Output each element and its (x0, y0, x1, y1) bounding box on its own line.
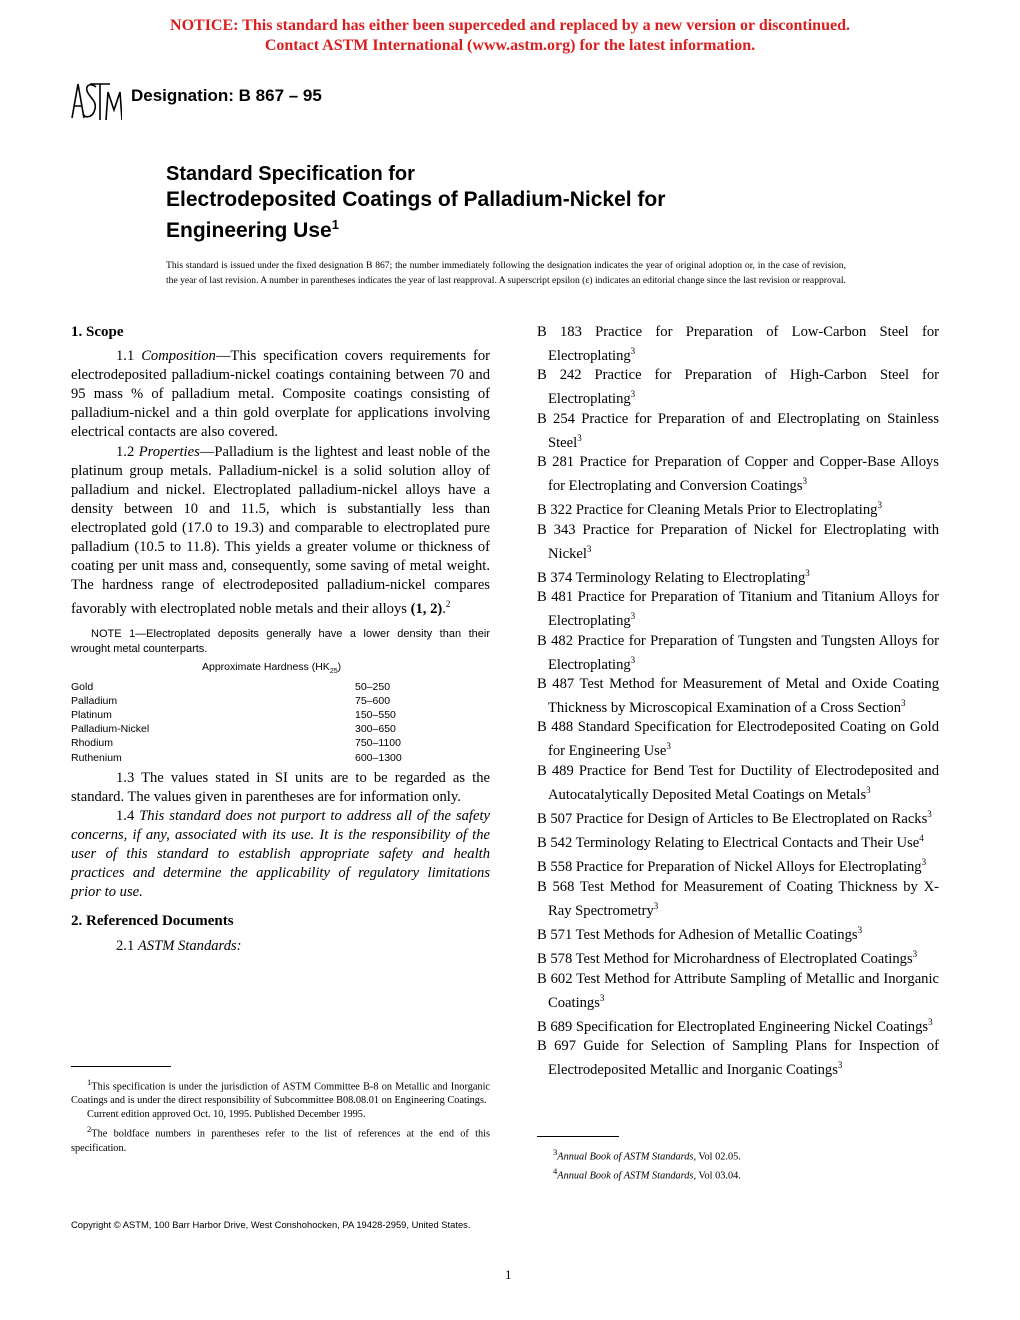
footnote-rule-right (537, 1136, 619, 1137)
referenced-2-1: 2.1 ASTM Standards: (116, 937, 242, 954)
hardness-row (71, 708, 490, 722)
hardness-metal: Gold (71, 680, 94, 693)
references-list (537, 323, 939, 1080)
title-footnote-mark: 1 (331, 217, 339, 232)
footnote-3: $^3$Annual Book of ASTM Standards, Vol 02.05. (553, 1147, 741, 1163)
hardness-row (71, 680, 490, 694)
hardness-caption: Approximate Hardness $(HK_{25})$ (202, 661, 342, 676)
reference-item: B 343 Practice for Preparation of Nickel for Electroplating with Nickel$^3$ (537, 521, 939, 562)
reference-item: B 374 Terminology Relating to Electroplating$^3$ (537, 567, 810, 586)
hardness-range: 150–550 (355, 708, 396, 721)
hardness-range: 750–1100 (355, 737, 401, 750)
footnote-1b: Current edition approved Oct. 10, 1995. Published December 1995. (87, 1109, 366, 1121)
reference-item: B 322 Practice for Cleaning Metals Prior to Electroplating$^3$ (537, 500, 882, 519)
hardness-range: 300–650 (355, 723, 396, 736)
reference-item: B 242 Practice for Preparation of High-Carbon Steel for Electroplating$^3$ (537, 367, 939, 408)
note-1: NOTE 1—Electroplated deposits generally have a lower density than their wrought metal counterparts. (71, 628, 490, 656)
footnote-4: $^4$Annual Book of ASTM Standards, Vol 03.04. (553, 1166, 741, 1182)
title-line-1: Standard Specification for (166, 163, 415, 185)
reference-item: B 482 Practice for Preparation of Tungsten and Tungsten Alloys for Electroplating$^3$ (537, 632, 939, 673)
scope-1-2: 1.2 Properties—Palladium is the lightest and least noble of the platinum group metals. Palladium-nickel is a solid solution alloy of palladium and nickel. Electroplated palladium-nickel alloys have a density between 10 and 11.5, which is substantially less than electroplated gold (17.0 to 19.3) and comparable to electroplated pure palladium (10.5 to 11.8). This yields a greater volume or thickness of coating per unit mass and, consequently, some saving of metal weight. The hardness range of electrodeposited palladium-nickel compares favorably with electroplated noble metals and their alloys (1, 2).$^2$ (71, 443, 490, 618)
hardness-metal: Rhodium (71, 737, 114, 750)
reference-item: B 489 Practice for Bend Test for Ductility of Electrodeposited and Autocatalytically Deposited Metal Coatings on Metals$^3$ (537, 762, 939, 803)
scope-heading: 1. Scope (71, 324, 124, 340)
reference-item: B 542 Terminology Relating to Electrical Contacts and Their Use$^4$ (537, 833, 924, 852)
footnotes-left (71, 1066, 490, 1156)
reference-item: B 281 Practice for Preparation of Copper and Copper-Base Alloys for Electroplating and Conversion Coatings$^3$ (537, 454, 939, 494)
document-title (166, 162, 866, 243)
footnote-rule (71, 1066, 171, 1067)
hardness-table (71, 660, 490, 765)
left-column (71, 323, 490, 956)
hardness-metal: Palladium-Nickel (71, 723, 150, 736)
reference-item: B 602 Test Method for Attribute Sampling of Metallic and Inorganic Coatings$^3$ (537, 970, 939, 1011)
hardness-metal: Palladium (71, 694, 118, 707)
reference-item: B 697 Guide for Selection of Sampling Plans for Inspection of Electrodeposited Metallic and Inorganic Coatings$^3$ (537, 1038, 939, 1079)
scope-1-4: 1.4 This standard does not purport to address all of the safety concerns, if any, associated with its use. It is the responsibility of the user of this standard to establish appropriate safety and health practices and determine the applicability of regulatory limitations prior to use. (71, 807, 490, 901)
referenced-heading: 2. Referenced Documents (71, 913, 234, 930)
reference-item: B 689 Specification for Electroplated Engineering Nickel Coatings$^3$ (537, 1016, 933, 1035)
hardness-metal: Ruthenium (71, 751, 122, 764)
footnote-2: $^2$The boldface numbers in parentheses refer to the list of references at the end of this specification. (71, 1124, 490, 1154)
reference-item: B 571 Test Methods for Adhesion of Metallic Coatings$^3$ (537, 925, 863, 943)
reference-item: B 254 Practice for Preparation of and Electroplating on Stainless Steel$^3$ (537, 410, 939, 451)
reference-item: B 568 Test Method for Measurement of Coating Thickness by X-Ray Spectrometry$^3$ (537, 878, 939, 919)
reference-item: B 183 Practice for Preparation of Low-Carbon Steel for Electroplating$^3$ (537, 324, 939, 364)
hardness-range: 75–600 (355, 694, 391, 707)
scope-1-3: 1.3 The values stated in SI units are to be regarded as the standard. The values given in parentheses are for information only. (71, 769, 490, 805)
svg-text:ASTM: ASTM (66, 78, 69, 79)
hardness-range: 600–1300 (355, 751, 402, 764)
footnotes-right (537, 1136, 939, 1184)
notice-line-1: NOTICE: This standard has either been superceded and replaced by a new version or discontinued. (170, 17, 850, 34)
reference-item: B 488 Standard Specification for Electrodeposited Coating on Gold for Engineering Use$^3$ (537, 719, 939, 760)
scope-1-1: 1.1 Composition—This specification covers requirements for electrodeposited palladium-nickel coatings containing between 70 and 95 mass % of palladium metal. Composite coatings consisting of palladium-nickel and a thin gold overplate for applications involving electrical contacts are also covered. (71, 348, 491, 441)
hardness-row (71, 722, 490, 736)
designation: Designation: B 867 – 95 (131, 86, 322, 105)
astm-logo (66, 78, 122, 124)
reference-item: B 481 Practice for Preparation of Titanium and Titanium Alloys for Electroplating$^3$ (537, 589, 939, 630)
hardness-metal: Platinum (71, 708, 112, 721)
issued-note: This standard is issued under the fixed designation B 867; the number immediately following the designation indicates the year of original adoption or, in the case of revision, the year of last revision. A number in parentheses indicates the year of last reapproval. A superscript epsilon (ε) indicates an editorial change since the last revision or reapproval. (166, 260, 846, 286)
hardness-row (71, 751, 490, 765)
hardness-range: 50–250 (355, 680, 391, 693)
reference-item: B 487 Test Method for Measurement of Metal and Oxide Coating Thickness by Microscopical Examination of a Cross Section$^3$ (537, 675, 939, 716)
hardness-row (71, 736, 490, 750)
reference-item: B 507 Practice for Design of Articles to Be Electroplated on Racks$^3$ (537, 808, 932, 827)
hardness-row (71, 694, 490, 708)
reference-item: B 558 Practice for Preparation of Nickel Alloys for Electroplating$^3$ (537, 857, 927, 876)
notice-line-2: Contact ASTM International (www.astm.org) for the latest information. (264, 37, 756, 54)
title-line-3: Engineering Use$^1$ (166, 217, 339, 242)
reference-item: B 578 Test Method for Microhardness of Electroplated Coatings$^3$ (537, 949, 918, 968)
title-line-2: Electrodeposited Coatings of Palladium-Nickel for (166, 188, 666, 211)
page-number: 1 (505, 1267, 512, 1282)
copyright: Copyright © ASTM, 100 Barr Harbor Drive, West Conshohocken, PA 19428-2959, United States. (71, 1219, 471, 1230)
footnote-1: $^1$This specification is under the jurisdiction of ASTM Committee B-8 on Metallic and Inorganic Coatings and is under the direct responsibility of Subcommittee B08.08.01 on Engineering Coatings. (71, 1077, 490, 1107)
